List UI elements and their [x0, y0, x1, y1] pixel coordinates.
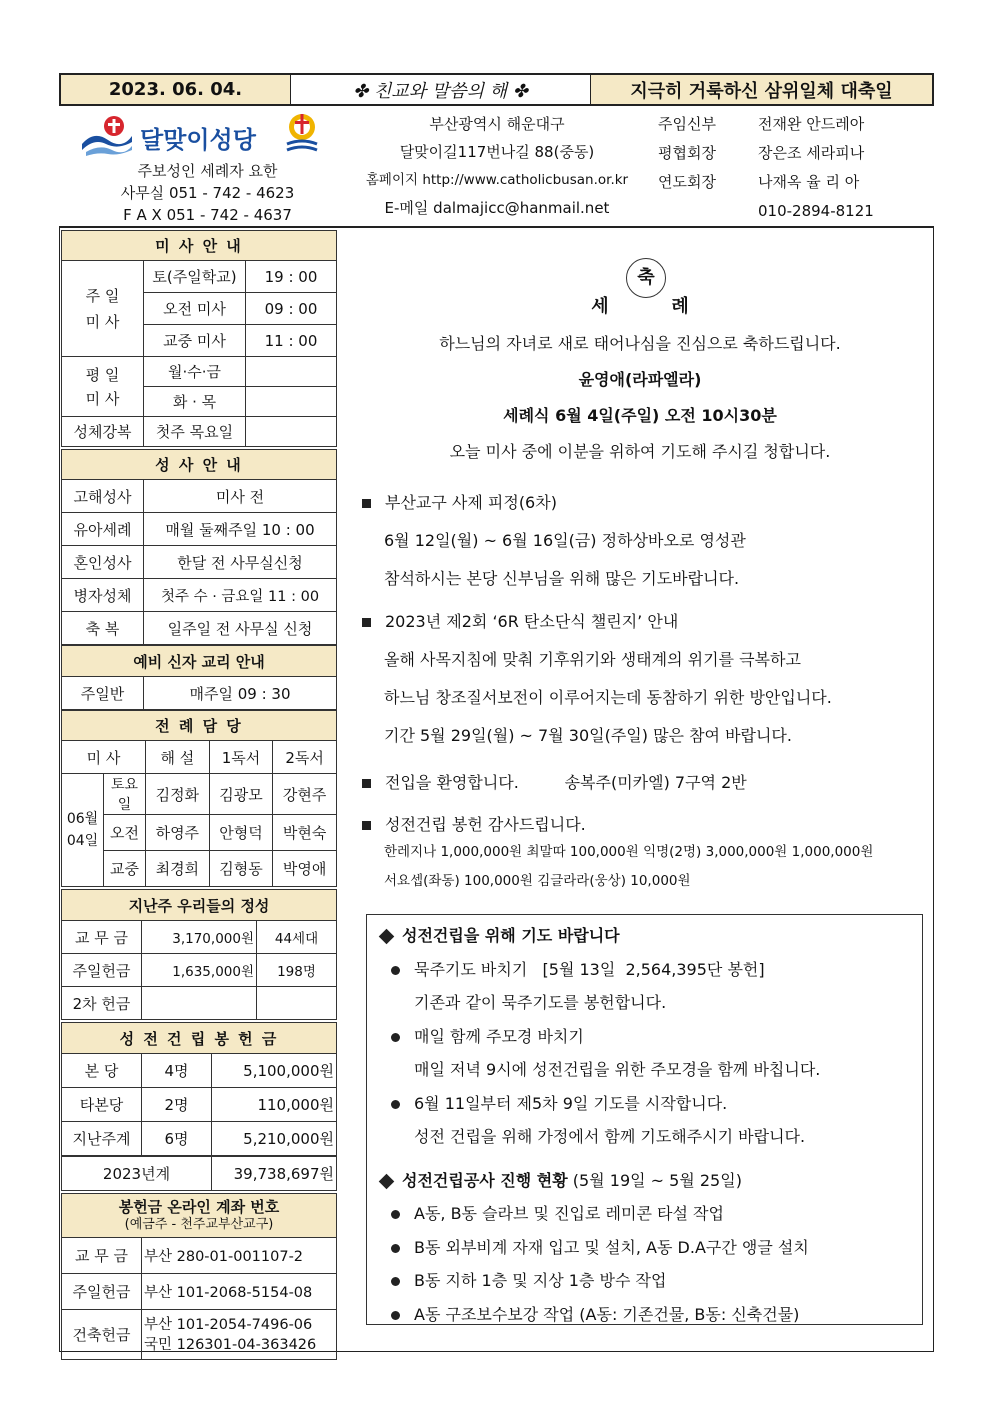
staff-phone: 010-2894-8121	[758, 202, 874, 220]
fund-amount: 110,000원	[212, 1088, 337, 1122]
homepage-link[interactable]: 홈페이지 http://www.catholicbusan.or.kr	[365, 172, 629, 188]
mass-name: 토(주일학교)	[144, 261, 246, 293]
fund-amount: 5,100,000원	[212, 1054, 337, 1088]
sacrament-info: 미사 전	[144, 480, 337, 513]
progress-item	[377, 1264, 912, 1298]
first-reader: 김광모	[209, 774, 273, 815]
weekday-time	[246, 357, 337, 387]
mass-time: 19 : 00	[246, 261, 337, 293]
sacrament-section-title: 성 사 안 내	[62, 450, 337, 480]
account-number[interactable]: 부산 280-01-001107-2	[142, 1238, 337, 1274]
offering-count: 198명	[257, 954, 337, 987]
parish-name: 달맞이성당	[140, 126, 256, 154]
dot-bullet-icon	[391, 1311, 400, 1320]
year-total-amount: 39,738,697원	[212, 1157, 337, 1191]
baptized-name: 윤영애(라파엘라)	[578, 370, 702, 389]
adoration-time	[246, 417, 337, 447]
account-number[interactable]: 국민 126301-04-363426	[144, 1336, 317, 1353]
sacrament-info: 일주일 전 사무실 신청	[144, 612, 337, 645]
account-number[interactable]: 부산 101-2068-5154-08	[142, 1274, 337, 1310]
mass-name: 오전 미사	[144, 293, 246, 325]
progress-heading	[377, 1164, 912, 1198]
first-reader: 안형덕	[209, 815, 273, 851]
notice-line: 한레지나 1,000,000원 최말따 100,000원 익명(2명) 3,000,000원 1,000,000원	[384, 844, 874, 860]
sacrament-info: 매월 둘째주일 10 : 00	[144, 513, 337, 546]
baptism-section	[355, 326, 925, 470]
feast-title: 지극히 거룩하신 삼위일체 대축일	[591, 75, 932, 104]
offering-count: 44세대	[257, 921, 337, 954]
bulletin-date: 2023. 06. 04.	[61, 75, 291, 104]
commentator: 하영주	[146, 815, 210, 851]
liturgy-mass: 오전	[104, 815, 146, 851]
account-section-title: 봉헌금 온라인 계좌 번호	[118, 1197, 280, 1216]
account-holder: (예금주 - 천주교부산교구)	[124, 1216, 274, 1232]
fund-count: 2명	[142, 1088, 212, 1122]
liturgy-mass: 토요일	[104, 774, 146, 815]
baptism-prayer-request: 오늘 미사 중에 이분을 위하여 기도해 주시길 청합니다.	[449, 442, 831, 461]
address-line-2: 달맞이길117번나길 88(중동)	[399, 143, 595, 161]
weekday-days: 월·수·금	[144, 357, 246, 387]
staff-row: 평협회장 장은조 세라피나	[658, 144, 865, 162]
dot-bullet-icon	[391, 1244, 400, 1253]
parish-contact	[100, 160, 315, 226]
catechumen-section-title: 예비 신자 교리 안내	[62, 646, 337, 677]
commentator: 김정화	[146, 774, 210, 815]
liturgy-date: 06월 04일	[62, 774, 104, 887]
offering-table	[61, 889, 337, 1020]
staff-row: 연도회장 나재옥 율 리 아	[658, 173, 860, 191]
adoration-value: 첫주 목요일	[144, 417, 246, 447]
adoration-label: 성체강복	[62, 417, 144, 447]
prayer-item	[377, 1087, 912, 1121]
parish-staff	[658, 110, 908, 226]
commentator: 최경희	[146, 851, 210, 887]
offering-type: 주일헌금	[62, 954, 142, 987]
prayer-item-title: 매일 함께 주모경 바치기	[414, 1026, 584, 1046]
account-type: 주일헌금	[62, 1274, 142, 1310]
dot-bullet-icon	[391, 1277, 400, 1286]
notice-line: 6월 12일(월) ~ 6월 16일(금) 정하상바오로 영성관	[384, 531, 746, 550]
prayer-item	[377, 1020, 912, 1054]
sacrament-info: 첫주 수 · 금요일 11 : 00	[144, 579, 337, 612]
square-bullet-icon	[362, 821, 371, 830]
notice-heading: 2023년 제2회 ‘6R 탄소단식 챌린지’ 안내	[385, 612, 679, 631]
square-bullet-icon	[362, 499, 371, 508]
dot-bullet-icon	[391, 966, 400, 975]
notice-list	[362, 484, 932, 896]
fund-source: 본 당	[62, 1054, 142, 1088]
offering-amount	[142, 987, 257, 1020]
mass-time: 11 : 00	[246, 325, 337, 357]
baptism-title: 세 례	[591, 296, 689, 317]
notice-heading: 전입을 환영합니다. 송복주(미카엘) 7구역 2반	[385, 773, 747, 792]
progress-text: A동, B동 슬라브 및 진입로 레미콘 타설 작업	[414, 1204, 724, 1223]
sacrament-name: 혼인성사	[62, 546, 144, 579]
sacrament-info: 한달 전 사무실신청	[144, 546, 337, 579]
diamond-bullet-icon	[379, 1173, 395, 1189]
offering-section-title: 지난주 우리들의 정성	[62, 890, 337, 921]
fund-count: 6명	[142, 1122, 212, 1156]
prayer-item-desc: 기존과 같이 묵주기도를 봉헌합니다.	[414, 993, 667, 1012]
square-bullet-icon	[362, 618, 371, 627]
left-sidebar	[61, 230, 337, 1360]
fund-source: 타본당	[62, 1088, 142, 1122]
sacrament-name: 유아세례	[62, 513, 144, 546]
catechumen-table	[61, 645, 337, 710]
parish-logo	[80, 112, 300, 162]
liturgy-header: 미 사	[62, 741, 146, 774]
progress-text: A동 구조보수보강 작업 (A동: 기존건물, B동: 신축건물)	[414, 1304, 800, 1324]
notice-line: 올해 사목지침에 맞춰 기후위기와 생태계의 위기를 극복하고	[384, 650, 801, 669]
liturgy-header: 해 설	[146, 741, 210, 774]
notice-line: 하느님 창조질서보전이 이루어지는데 동참하기 위한 방안입니다.	[384, 688, 832, 707]
dot-bullet-icon	[391, 1033, 400, 1042]
prayer-item-title: 6월 11일부터 제5차 9일 기도를 시작합니다.	[414, 1093, 728, 1113]
second-reader: 강현주	[273, 774, 337, 815]
fax-number: F A X 051 - 742 - 4637	[123, 206, 292, 224]
sacrament-table	[61, 449, 337, 645]
patron-saint: 주보성인 세례자 요한	[137, 162, 278, 180]
account-table	[61, 1193, 337, 1360]
prayer-item	[377, 953, 912, 987]
celebration-icon: 축	[626, 258, 666, 298]
prayer-item-desc: 성전 건립을 위해 가정에서 함께 기도해주시기 바랍니다.	[414, 1127, 806, 1146]
logo-wave-icon	[80, 114, 132, 158]
notice-item	[362, 764, 932, 802]
offering-type: 교 무 금	[62, 921, 142, 954]
offering-type: 2차 헌금	[62, 987, 142, 1020]
notice-line: 서요셉(좌동) 100,000원 김글라라(웅상) 10,000원	[384, 873, 691, 889]
mass-name: 교중 미사	[144, 325, 246, 357]
dot-bullet-icon	[391, 1210, 400, 1219]
sacrament-name: 고해성사	[62, 480, 144, 513]
fund-amount: 5,210,000원	[212, 1122, 337, 1156]
account-type: 교 무 금	[62, 1238, 142, 1274]
address-line-1: 부산광역시 해운대구	[429, 115, 565, 133]
progress-item	[377, 1298, 912, 1332]
liturgy-mass: 교중	[104, 851, 146, 887]
account-type: 건축헌금	[62, 1310, 142, 1360]
title-bar	[59, 73, 934, 106]
year-total-label: 2023년계	[62, 1157, 212, 1191]
mass-section-title: 미 사 안 내	[62, 231, 337, 261]
offering-amount: 3,170,000원	[142, 921, 257, 954]
offering-count	[257, 987, 337, 1020]
account-number[interactable]: 부산 101-2054-7496-06	[144, 1316, 313, 1333]
year-theme: ✤ 친교와 말씀의 해 ✤	[291, 75, 591, 104]
notice-heading: 부산교구 사제 피정(6차)	[385, 493, 557, 512]
progress-item	[377, 1197, 912, 1231]
notice-line: 기간 5월 29일(월) ~ 7월 30일(주일) 많은 참여 바랍니다.	[384, 726, 792, 745]
progress-text: B동 외부비계 자재 입고 및 설치, A동 D.A구간 앵글 설치	[414, 1237, 809, 1257]
weekday-mass-label: 평 일 미 사	[62, 357, 144, 417]
office-phone: 사무실 051 - 742 - 4623	[120, 184, 295, 202]
first-reader: 김형동	[209, 851, 273, 887]
progress-text: B동 지하 1층 및 지상 1층 방수 작업	[414, 1271, 667, 1290]
sacrament-name: 병자성체	[62, 579, 144, 612]
offering-amount: 1,635,000원	[142, 954, 257, 987]
mass-time: 09 : 00	[246, 293, 337, 325]
notice-heading: 성전건립 봉헌 감사드립니다.	[385, 815, 586, 834]
notice-line: 참석하시는 본당 신부님을 위해 많은 기도바랍니다.	[384, 569, 740, 588]
prayer-heading	[377, 919, 912, 953]
progress-item	[377, 1231, 912, 1265]
building-year-total	[61, 1156, 337, 1191]
dot-bullet-icon	[391, 1100, 400, 1109]
prayer-box	[366, 914, 923, 1325]
prayer-item-title: 묵주기도 바치기 [5월 13일 2,564,395단 봉헌]	[414, 959, 765, 979]
progress-period: (5월 19일 ~ 5월 25일)	[572, 1170, 742, 1190]
weekday-time	[246, 387, 337, 417]
fund-count: 4명	[142, 1054, 212, 1088]
liturgy-header: 1독서	[209, 741, 273, 774]
building-fund-table	[61, 1022, 337, 1156]
square-bullet-icon	[362, 779, 371, 788]
mass-schedule-table	[61, 230, 337, 447]
weekday-days: 화 · 목	[144, 387, 246, 417]
progress-title: 성전건립공사 진행 현황	[402, 1170, 568, 1190]
sunday-mass-label: 주 일 미 사	[62, 261, 144, 357]
second-reader: 박영애	[273, 851, 337, 887]
liturgy-header: 2독서	[273, 741, 337, 774]
prayer-item-desc: 매일 저녁 9시에 성전건립을 위한 주모경을 함께 바칩니다.	[414, 1060, 821, 1079]
diamond-bullet-icon	[379, 929, 395, 945]
staff-row: 주임신부 전재완 안드레아	[658, 115, 865, 133]
liturgy-table	[61, 710, 337, 887]
second-reader: 박현숙	[273, 815, 337, 851]
sacrament-name: 축 복	[62, 612, 144, 645]
prayer-title: 성전건립을 위해 기도 바랍니다	[402, 926, 620, 945]
liturgy-section-title: 전 례 담 당	[62, 711, 337, 741]
building-section-title: 성 전 건 립 봉 헌 금	[62, 1023, 337, 1054]
john-baptist-emblem-icon	[284, 110, 320, 158]
parish-address	[352, 110, 642, 222]
notice-item	[362, 484, 932, 522]
catechumen-class: 주일반	[62, 677, 144, 710]
catechumen-time: 매주일 09 : 30	[144, 677, 337, 710]
notice-item	[362, 603, 932, 641]
email-address[interactable]: E-메일 dalmajicc@hanmail.net	[384, 199, 610, 217]
baptism-congrats: 하느님의 자녀로 새로 태어나심을 진심으로 축하드립니다.	[439, 334, 841, 353]
baptism-ceremony: 세례식 6월 4일(주일) 오전 10시30분	[503, 406, 777, 425]
fund-source: 지난주계	[62, 1122, 142, 1156]
